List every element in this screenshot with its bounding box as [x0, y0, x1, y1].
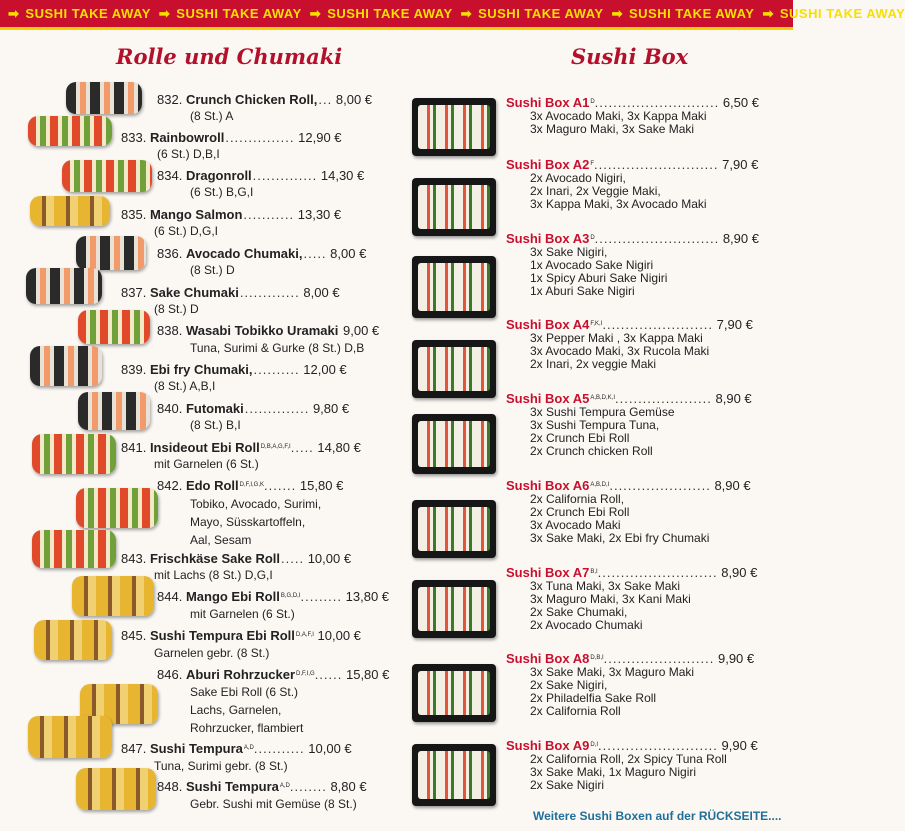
- sushi-box-content-line: 3x Avocado Maki, 3x Kappa Maki: [530, 109, 707, 123]
- menu-item-name: Crunch Chicken Roll,: [185, 92, 318, 107]
- menu-item-description: (8 St.) A: [190, 109, 234, 123]
- roll-image-847: [28, 716, 112, 758]
- roll-image-840: [78, 392, 150, 430]
- sushi-box-1: [506, 95, 759, 110]
- banner-text: ➡ SUSHI TAKE AWAY: [309, 5, 453, 21]
- menu-item-name: Insideout Ebi Roll: [149, 440, 260, 455]
- menu-item-description: Tuna, Surimi gebr. (8 St.): [154, 759, 288, 773]
- right-section-title: Sushi Box: [571, 44, 689, 69]
- roll-image-842: [76, 488, 158, 528]
- sushi-box-content-line: 3x Sake Maki, 1x Maguro Nigiri: [530, 765, 697, 779]
- menu-item-num: 832.: [157, 92, 183, 107]
- menu-item-price: 8,00 €: [303, 285, 340, 300]
- box-image-a9: [412, 744, 496, 806]
- sushi-box-content-line: 1x Spicy Aburi Sake Nigiri: [530, 271, 668, 285]
- menu-item-description: (8 St.) D: [154, 302, 199, 316]
- menu-item-description: Sake Ebi Roll (6 St.): [190, 685, 299, 699]
- menu-item-price: 8,80 €: [330, 779, 367, 794]
- roll-image-848: [76, 768, 156, 810]
- roll-image-844: [72, 576, 154, 616]
- menu-item-dots: ........: [289, 779, 327, 794]
- sushi-box-price: 7,90 €: [722, 157, 759, 172]
- sushi-box-name: Sushi Box A2: [506, 157, 590, 172]
- banner-text: ➡ SUSHI TAKE AWAY: [8, 5, 151, 21]
- box-image-a4: [412, 340, 496, 398]
- menu-item-name: Frischkäse Sake Roll: [149, 551, 281, 566]
- menu-item-description: Rohrzucker, flambiert: [190, 721, 304, 735]
- box-image-a3: [412, 256, 496, 318]
- roll-image-834: [62, 160, 152, 192]
- menu-item-833: [121, 130, 342, 145]
- roll-image-843: [32, 530, 116, 568]
- menu-item-832: [157, 92, 372, 107]
- sushi-box-content-line: 2x California Roll,: [530, 492, 625, 506]
- roll-image-835: [30, 196, 110, 226]
- menu-item-name: Avocado Chumaki,: [185, 246, 303, 261]
- left-section-title: Rolle und Chumaki: [116, 44, 343, 69]
- roll-image-839: [30, 346, 102, 386]
- roll-image-833: [28, 116, 112, 146]
- menu-item-name: Mango Ebi Roll: [185, 589, 280, 604]
- menu-item-description: Gebr. Sushi mit Gemüse (8 St.): [190, 797, 357, 811]
- menu-item-price: 12,90 €: [298, 130, 342, 145]
- sushi-box-sup: D: [590, 235, 595, 241]
- menu-item-name: Sushi Tempura: [149, 741, 243, 756]
- menu-item-num: 834.: [157, 168, 183, 183]
- menu-item-price: 14,30 €: [320, 168, 365, 183]
- sushi-box-sup: A,B,D,I: [590, 482, 610, 488]
- menu-item-dots: .......: [264, 478, 297, 493]
- menu-item-name: Aburi Rohrzucker: [185, 667, 296, 682]
- menu-item-description: (8 St.) A,B,I: [154, 379, 216, 393]
- sushi-box-sup: D,I: [590, 742, 598, 748]
- menu-item-848: [157, 779, 367, 794]
- menu-item-num: 848.: [157, 779, 183, 794]
- menu-item-843: [121, 551, 351, 566]
- menu-item-num: 833.: [121, 130, 147, 145]
- sushi-box-dots: ..........................: [598, 738, 718, 753]
- menu-item-dots: ...........: [243, 207, 295, 222]
- menu-item-description: Mayo, Süsskartoffeln,: [190, 515, 306, 529]
- menu-item-847: [121, 741, 352, 756]
- sushi-box-content-line: 2x Sake Nigiri,: [530, 678, 608, 692]
- sushi-box-price: 8,90 €: [714, 478, 751, 493]
- sushi-box-content-line: 2x Inari, 2x Veggie Maki,: [530, 184, 661, 198]
- menu-item-dots: ...: [318, 92, 333, 107]
- menu-item-price: 8,00 €: [335, 92, 373, 107]
- menu-item-name: Sake Chumaki: [149, 285, 239, 300]
- arrow-right-icon: ➡: [309, 5, 322, 21]
- sushi-box-price: 7,90 €: [716, 317, 753, 332]
- menu-item-dots: ..............: [244, 401, 310, 416]
- menu-item-description: mit Garnelen (6 St.): [154, 457, 259, 471]
- menu-item-name: Edo Roll: [185, 478, 239, 493]
- roll-image-841: [32, 434, 116, 474]
- sushi-box-sup: B,I: [590, 569, 598, 575]
- menu-item-dots: .........: [300, 589, 343, 604]
- sushi-box-content-line: 2x Avocado Nigiri,: [530, 171, 626, 185]
- sushi-box-dots: ........................: [602, 317, 714, 332]
- menu-item-num: 840.: [157, 401, 183, 416]
- sushi-box-content-line: 2x Crunch Ebi Roll: [530, 431, 630, 445]
- roll-image-832: [66, 82, 142, 114]
- menu-item-dots: .....: [290, 440, 314, 455]
- sushi-box-content-line: 2x Crunch Ebi Roll: [530, 505, 630, 519]
- sushi-box-content-line: 3x Kappa Maki, 3x Avocado Maki: [530, 197, 707, 211]
- menu-item-description: mit Lachs (8 St.) D,G,I: [154, 568, 273, 582]
- menu-item-price: 9,80 €: [312, 401, 350, 416]
- menu-item-description: (8 St.) B,I: [190, 418, 241, 432]
- menu-item-price: 12,00 €: [303, 362, 347, 377]
- menu-item-name: Mango Salmon: [149, 207, 243, 222]
- sushi-box-name: Sushi Box A3: [506, 231, 590, 246]
- menu-item-dots: ...............: [225, 130, 295, 145]
- sushi-box-content-line: 3x Sushi Tempura Gemüse: [530, 405, 675, 419]
- menu-item-dots: .....: [303, 246, 327, 261]
- box-image-a1: [412, 98, 496, 156]
- menu-item-name: Ebi fry Chumaki,: [149, 362, 253, 377]
- menu-item-840: [157, 401, 349, 416]
- sushi-box-sup: D: [590, 99, 595, 105]
- box-image-a5: [412, 414, 496, 474]
- sushi-box-content-line: 1x Avocado Sake Nigiri: [530, 258, 654, 272]
- sushi-box-price: 8,90 €: [715, 391, 752, 406]
- sushi-box-dots: ...........................: [594, 95, 720, 110]
- menu-item-price: 13,30 €: [297, 207, 342, 222]
- menu-item-num: 845.: [121, 628, 147, 643]
- menu-item-price: 15,80 €: [299, 478, 344, 493]
- menu-item-num: 837.: [121, 285, 147, 300]
- sushi-box-name: Sushi Box A9: [506, 738, 590, 753]
- menu-item-description: (8 St.) D: [190, 263, 235, 277]
- sushi-box-sup: D,B,I: [590, 655, 604, 661]
- menu-item-dots: ..........: [253, 362, 300, 377]
- menu-item-price: 10,00 €: [308, 741, 352, 756]
- menu-item-name: Dragonroll: [185, 168, 252, 183]
- menu-item-num: 842.: [157, 478, 183, 493]
- menu-item-name: Sushi Tempura: [185, 779, 279, 794]
- menu-item-description: Tobiko, Avocado, Surimi,: [190, 497, 322, 511]
- menu-item-842: [157, 478, 343, 493]
- menu-item-description: mit Garnelen (6 St.): [190, 607, 295, 621]
- sushi-box-price: 8,90 €: [721, 565, 758, 580]
- sushi-box-dots: ......................: [609, 478, 711, 493]
- menu-item-num: 847.: [121, 741, 147, 756]
- menu-item-dots: ......: [314, 667, 343, 682]
- menu-item-description: Lachs, Garnelen,: [190, 703, 282, 717]
- sushi-box-sup: F: [590, 161, 594, 167]
- sushi-box-6: [506, 478, 751, 493]
- menu-item-sup: D,B,A,G,F,I: [260, 444, 291, 450]
- menu-item-dots: .............: [239, 285, 300, 300]
- menu-item-description: (6 St.) D,B,I: [157, 147, 220, 161]
- box-image-a8: [412, 664, 496, 722]
- sushi-box-5: [506, 391, 752, 406]
- sushi-box-content-line: 2x California Roll: [530, 704, 621, 718]
- box-image-a6: [412, 500, 496, 558]
- menu-item-836: [157, 246, 366, 261]
- menu-item-price: 8,00 €: [330, 246, 367, 261]
- menu-item-dots: ..............: [252, 168, 318, 183]
- sushi-box-name: Sushi Box A6: [506, 478, 590, 493]
- menu-item-price: 14,80 €: [317, 440, 361, 455]
- arrow-right-icon: ➡: [158, 5, 171, 21]
- menu-item-num: 846.: [157, 667, 183, 682]
- sushi-box-dots: ........................: [603, 651, 715, 666]
- menu-item-name: Sushi Tempura Ebi Roll: [149, 628, 295, 643]
- sushi-box-name: Sushi Box A8: [506, 651, 590, 666]
- menu-item-name: Rainbowroll: [149, 130, 225, 145]
- footer-note: Weitere Sushi Boxen auf der RÜCKSEITE....: [533, 809, 782, 823]
- sushi-box-dots: .....................: [615, 391, 712, 406]
- sushi-box-sup: A,B,D,K,I: [590, 395, 616, 401]
- arrow-right-icon: ➡: [8, 5, 20, 21]
- menu-item-sup: D,A,F,I: [295, 632, 314, 638]
- menu-item-description: (6 St.) B,G,I: [190, 185, 254, 199]
- sushi-box-dots: ...........................: [594, 157, 719, 172]
- menu-item-price: 15,80 €: [345, 667, 390, 682]
- menu-item-description: (6 St.) D,G,I: [154, 224, 219, 238]
- box-image-a7: [412, 580, 496, 638]
- menu-item-description: Garnelen gebr. (8 St.): [154, 646, 270, 660]
- roll-image-837: [26, 268, 102, 304]
- sushi-box-9: [506, 738, 758, 753]
- sushi-box-8: [506, 651, 754, 666]
- sushi-box-content-line: 3x Sake Nigiri,: [530, 245, 608, 259]
- menu-item-name: Wasabi Tobikko Uramaki: [185, 323, 339, 338]
- menu-item-num: 843.: [121, 551, 147, 566]
- arrow-right-icon: ➡: [460, 5, 473, 21]
- arrow-right-icon: ➡: [611, 5, 623, 21]
- menu-item-description: Aal, Sesam: [190, 533, 252, 547]
- menu-item-dots: .....: [281, 551, 305, 566]
- menu-item-839: [121, 362, 347, 377]
- menu-item-num: 836.: [157, 246, 183, 261]
- sushi-box-content-line: 3x Avocado Maki: [530, 518, 621, 532]
- menu-item-price: 9,00 €: [343, 323, 380, 338]
- sushi-box-name: Sushi Box A1: [506, 95, 590, 110]
- sushi-box-sup: F,K,I: [590, 321, 603, 327]
- menu-item-num: 839.: [121, 362, 147, 377]
- menu-item-price: 13,80 €: [345, 589, 390, 604]
- menu-item-dots: ...........: [253, 741, 305, 756]
- sushi-box-price: 8,90 €: [722, 231, 759, 246]
- menu-item-sup: D,F,I,G: [296, 671, 315, 677]
- sushi-box-dots: ...........................: [594, 231, 720, 246]
- menu-item-sup: A,D: [279, 783, 290, 789]
- menu-item-844: [157, 589, 389, 604]
- sushi-box-content-line: 3x Sushi Tempura Tuna,: [530, 418, 660, 432]
- arrow-right-icon: ➡: [762, 5, 774, 21]
- sushi-box-content-line: 3x Avocado Maki, 3x Rucola Maki: [530, 344, 710, 358]
- menu-item-837: [121, 285, 340, 300]
- banner-text: ➡ SUSHI TAKE AWAY: [611, 5, 755, 21]
- sushi-box-name: Sushi Box A4: [506, 317, 590, 332]
- menu-item-description: Tuna, Surimi & Gurke (8 St.) D,B: [190, 341, 365, 355]
- sushi-box-content-line: 2x Inari, 2x veggie Maki: [530, 357, 657, 371]
- sushi-box-content-line: 2x California Roll, 2x Spicy Tuna Roll: [530, 752, 727, 766]
- sushi-box-content-line: 3x Pepper Maki , 3x Kappa Maki: [530, 331, 703, 345]
- menu-item-price: 10,00 €: [317, 628, 361, 643]
- menu-item-num: 841.: [121, 440, 147, 455]
- sushi-box-name: Sushi Box A7: [506, 565, 590, 580]
- sushi-box-7: [506, 565, 757, 580]
- sushi-box-content-line: 2x Philadelfia Sake Roll: [530, 691, 657, 705]
- banner-text: ➡ SUSHI TAKE AWAY: [762, 5, 905, 21]
- sushi-box-price: 6,50 €: [722, 95, 759, 110]
- sushi-box-content-line: 3x Maguro Maki, 3x Kani Maki: [530, 592, 691, 606]
- roll-image-845: [34, 620, 112, 660]
- banner-text: ➡ SUSHI TAKE AWAY: [460, 5, 604, 21]
- menu-item-name: Futomaki: [185, 401, 244, 416]
- sushi-box-4: [506, 317, 753, 332]
- roll-image-838: [78, 310, 150, 344]
- sushi-box-content-line: 2x Avocado Chumaki: [530, 618, 643, 632]
- sushi-box-content-line: 3x Sake Maki, 2x Ebi fry Chumaki: [530, 531, 710, 545]
- sushi-box-content-line: 3x Maguro Maki, 3x Sake Maki: [530, 122, 695, 136]
- menu-item-num: 838.: [157, 323, 183, 338]
- menu-item-sup: B,G,D,I: [280, 593, 301, 599]
- box-image-a2: [412, 178, 496, 236]
- sushi-box-3: [506, 231, 759, 246]
- sushi-box-content-line: 2x Crunch chicken Roll: [530, 444, 653, 458]
- sushi-box-content-line: 2x Sake Nigiri: [530, 778, 605, 792]
- menu-item-834: [157, 168, 364, 183]
- sushi-box-content-line: 1x Aburi Sake Nigiri: [530, 284, 635, 298]
- menu-item-846: [157, 667, 389, 682]
- roll-image-836: [76, 236, 146, 270]
- sushi-box-price: 9,90 €: [717, 651, 755, 666]
- top-banner: [0, 0, 905, 30]
- sushi-box-2: [506, 157, 758, 172]
- banner-text: ➡ SUSHI TAKE AWAY: [158, 5, 302, 21]
- sushi-box-content-line: 2x Sake Chumaki,: [530, 605, 628, 619]
- sushi-box-dots: ..........................: [597, 565, 718, 580]
- menu-item-845: [121, 628, 361, 643]
- menu-item-841: [121, 440, 361, 455]
- menu-item-sup: A,D: [243, 745, 254, 751]
- menu-item-838: [157, 323, 379, 338]
- sushi-box-price: 9,90 €: [721, 738, 758, 753]
- sushi-box-name: Sushi Box A5: [506, 391, 590, 406]
- menu-item-835: [121, 207, 341, 222]
- menu-item-sup: D,F,I,G,K: [239, 482, 264, 488]
- menu-item-num: 835.: [121, 207, 147, 222]
- sushi-box-content-line: 3x Tuna Maki, 3x Sake Maki: [530, 579, 681, 593]
- menu-item-price: 10,00 €: [307, 551, 352, 566]
- menu-item-num: 844.: [157, 589, 183, 604]
- sushi-box-content-line: 3x Sake Maki, 3x Maguro Maki: [530, 665, 695, 679]
